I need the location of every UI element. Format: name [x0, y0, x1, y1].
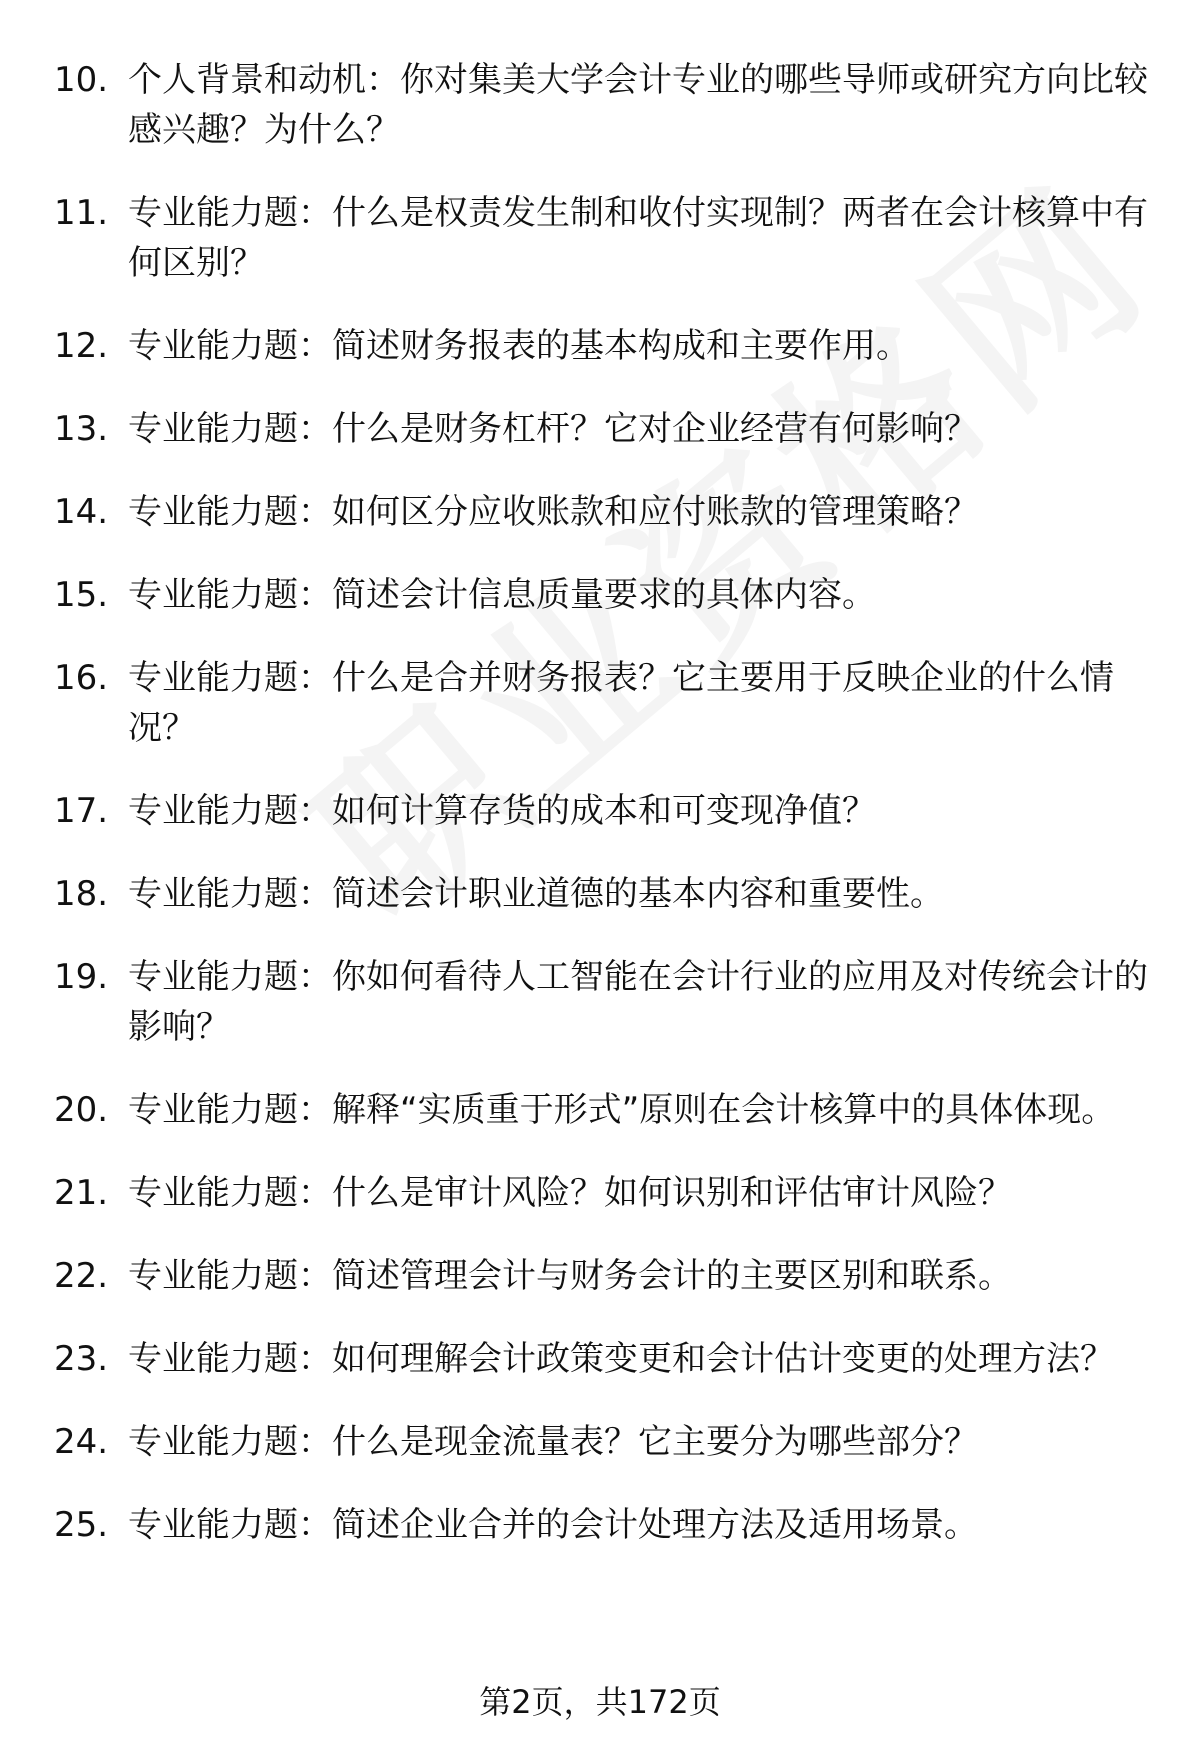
question-item	[0, 404, 1200, 454]
question-text: 专业能力题：解释“实质重于形式”原则在会计核算中的具体体现。	[128, 1090, 1116, 1130]
question-number: 10.	[54, 60, 109, 100]
question-item	[0, 570, 1200, 620]
question-text: 专业能力题：什么是现金流量表？它主要分为哪些部分？	[128, 1422, 978, 1462]
question-text: 专业能力题：简述财务报表的基本构成和主要作用。	[128, 326, 910, 366]
page-indicator: 第2页，共172页	[479, 1683, 721, 1721]
question-text: 专业能力题：简述会计信息质量要求的具体内容。	[128, 575, 876, 615]
question-item	[0, 869, 1200, 919]
question-number: 21.	[54, 1173, 109, 1213]
question-text: 专业能力题：什么是权责发生制和收付实现制？两者在会计核算中有何区别？	[128, 193, 1148, 283]
question-number: 24.	[54, 1422, 109, 1462]
question-text: 专业能力题：你如何看待人工智能在会计行业的应用及对传统会计的影响？	[128, 957, 1148, 1047]
question-number: 25.	[54, 1505, 109, 1545]
question-text: 专业能力题：如何计算存货的成本和可变现净值？	[128, 791, 876, 831]
question-text: 专业能力题：什么是财务杠杆？它对企业经营有何影响？	[128, 409, 978, 449]
question-number: 23.	[54, 1339, 109, 1379]
question-number: 20.	[54, 1090, 109, 1130]
question-item	[0, 1417, 1200, 1467]
question-number: 13.	[54, 409, 109, 449]
question-text: 专业能力题：简述会计职业道德的基本内容和重要性。	[128, 874, 944, 914]
question-number: 22.	[54, 1256, 109, 1296]
question-item	[0, 1500, 1200, 1550]
question-number: 15.	[54, 575, 109, 615]
question-item	[0, 786, 1200, 836]
question-text: 专业能力题：什么是审计风险？如何识别和评估审计风险？	[128, 1173, 1012, 1213]
question-item	[0, 55, 1200, 155]
question-number: 12.	[54, 326, 109, 366]
question-item	[0, 1168, 1200, 1218]
question-item	[0, 653, 1200, 753]
question-number: 14.	[54, 492, 109, 532]
question-item	[0, 952, 1200, 1052]
question-text: 专业能力题：简述企业合并的会计处理方法及适用场景。	[128, 1505, 978, 1545]
question-item	[0, 1251, 1200, 1301]
question-number: 17.	[54, 791, 109, 831]
question-item	[0, 487, 1200, 537]
question-number: 19.	[54, 957, 109, 997]
question-number: 11.	[54, 193, 109, 233]
question-list	[0, 55, 1200, 1583]
question-item	[0, 1334, 1200, 1384]
question-item	[0, 321, 1200, 371]
question-text: 专业能力题：如何区分应收账款和应付账款的管理策略？	[128, 492, 978, 532]
question-text: 个人背景和动机：你对集美大学会计专业的哪些导师或研究方向比较感兴趣？为什么？	[128, 60, 1148, 150]
question-item	[0, 188, 1200, 288]
question-text: 专业能力题：简述管理会计与财务会计的主要区别和联系。	[128, 1256, 1012, 1296]
question-text: 专业能力题：如何理解会计政策变更和会计估计变更的处理方法？	[128, 1339, 1114, 1379]
question-number: 18.	[54, 874, 109, 914]
question-text: 专业能力题：什么是合并财务报表？它主要用于反映企业的什么情况？	[128, 658, 1114, 748]
question-number: 16.	[54, 658, 109, 698]
question-item	[0, 1085, 1200, 1135]
